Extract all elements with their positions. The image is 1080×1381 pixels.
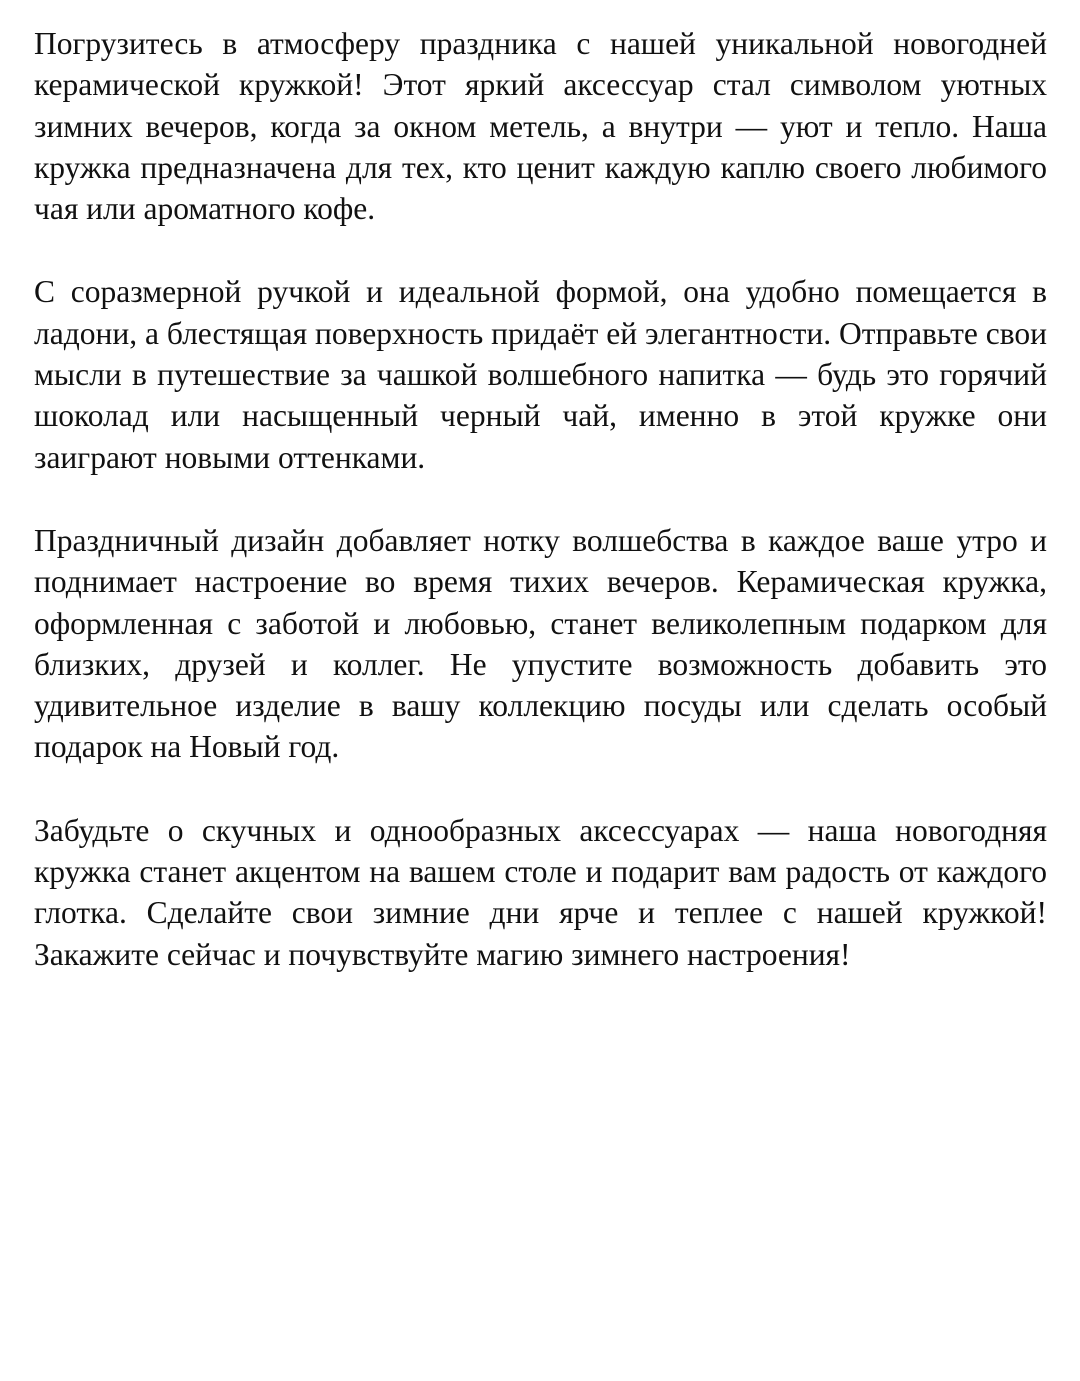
paragraph-call-to-action: Забудьте о скучных и однообразных аксессуарах — наша новогодняя кружка станет акцентом на вашем столе и подарит вам радость от каждого глотка. Сделайте свои зимние дни ярче и теплее с нашей кружкой! Закажите сейчас и почувствуйте магию зимнего настроения! [34, 812, 1047, 972]
paragraph-intro: Погрузитесь в атмосферу праздника с нашей уникальной новогодней керамической кружкой! Этот яркий аксессуар стал символом уютных зимних вечеров, когда за окном метель, а внутри — уют и тепло. Наша кружка предназначена для тех, кто ценит каждую каплю своего любимого чая или ароматного кофе. [34, 26, 1047, 227]
paragraph-shape: С соразмерной ручкой и идеальной формой, она удобно помещается в ладони, а блестящая поверхность придаёт ей элегантности. Отправьте свои мысли в путешествие за чашкой волшебного напитка — будь это горячий шоколад или насыщенный черный чай, именно в этой кружке они заиграют новыми оттенками. [34, 274, 1047, 475]
paragraph-design: Праздничный дизайн добавляет нотку волшебства в каждое ваше утро и поднимает настроение во время тихих вечеров. Керамическая кружка, оформленная с заботой и любовью, станет великолепным подарком для близких, друзей и коллег. Не упустите возможность добавить это удивительное изделие в вашу коллекцию посуды или сделать особый подарок на Новый год. [34, 522, 1047, 765]
